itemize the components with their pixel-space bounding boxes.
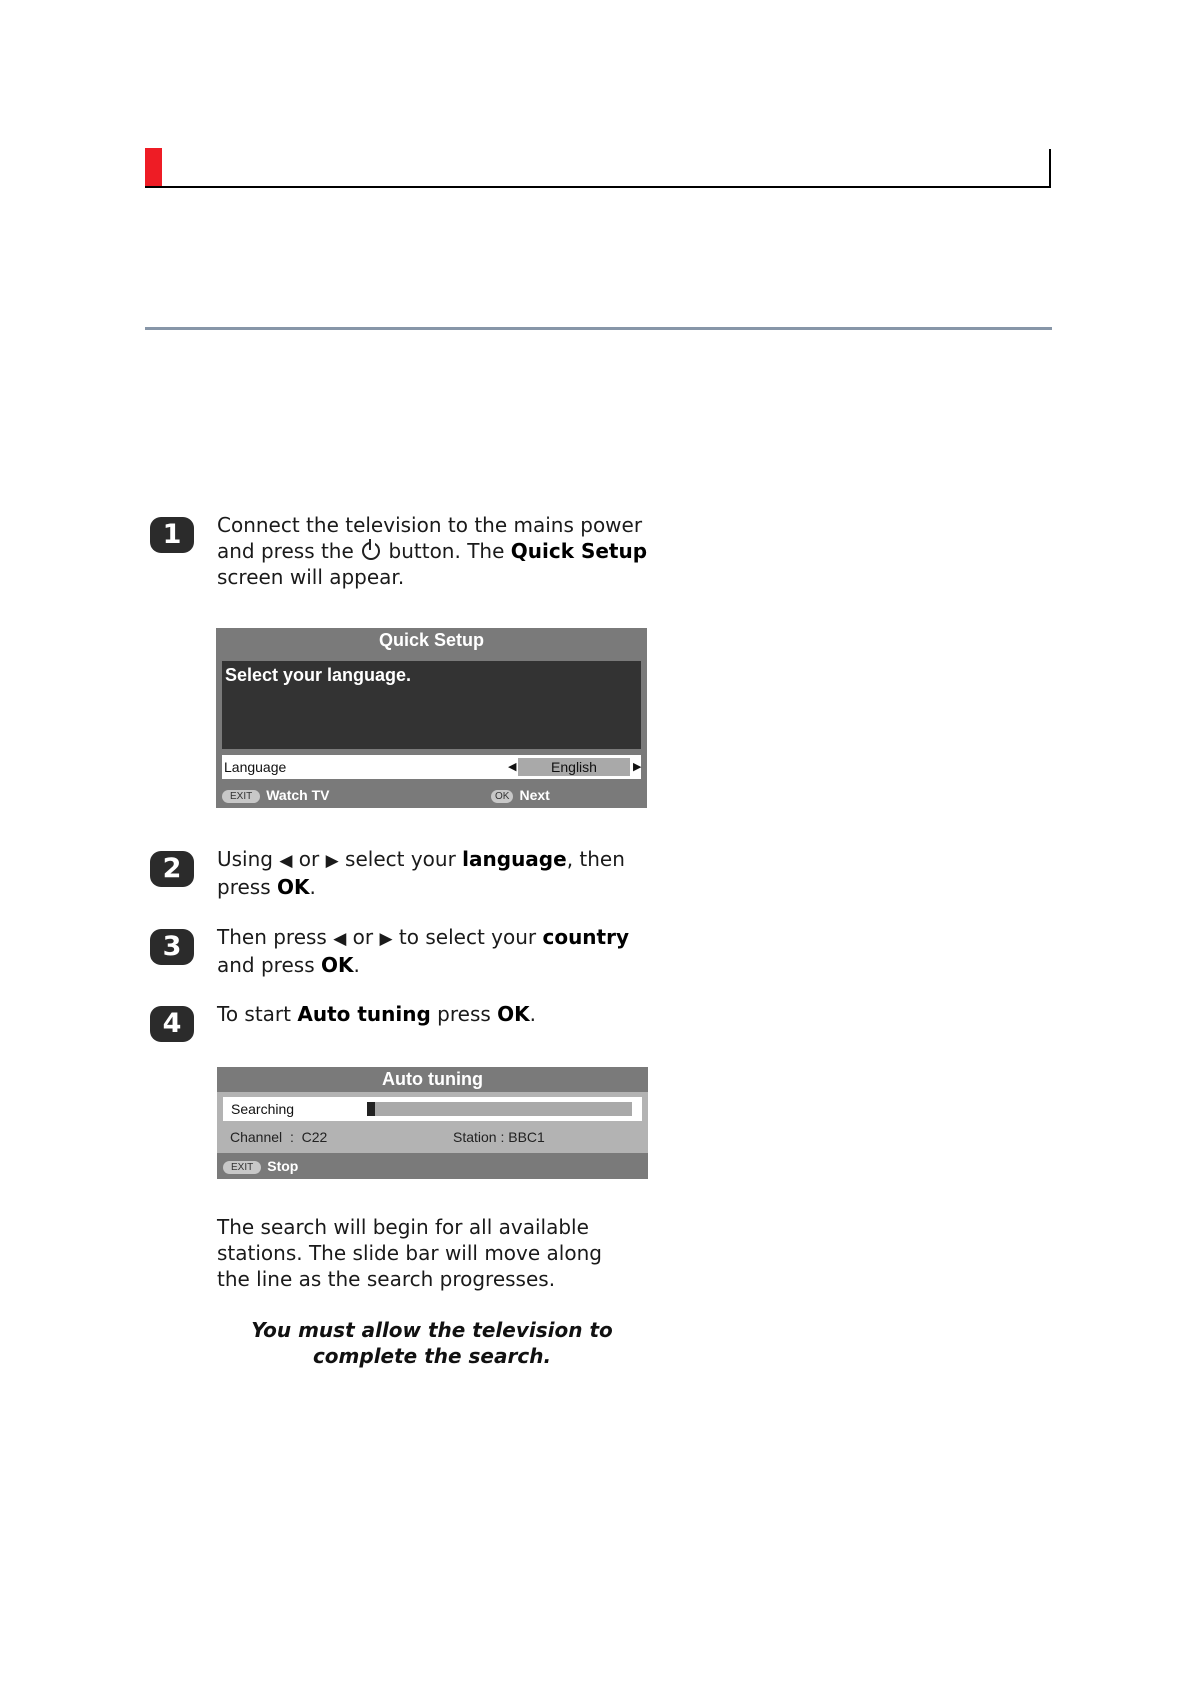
header-red-marker bbox=[145, 148, 162, 188]
header-underline bbox=[145, 186, 1051, 188]
quick-setup-title: Quick Setup bbox=[378, 630, 485, 650]
warning-note: You must allow the television to complete the search. bbox=[251, 1318, 613, 1368]
search-progress-bar bbox=[367, 1102, 632, 1116]
ok-key-icon: OK bbox=[491, 790, 513, 803]
step-3-badge: 3 bbox=[150, 929, 194, 965]
quick-setup-message: Select your language. bbox=[222, 661, 641, 749]
station-info: Station : BBC1 bbox=[453, 1129, 545, 1145]
ok-hint[interactable]: OK Next bbox=[491, 784, 550, 806]
right-arrow-icon[interactable]: ▶ bbox=[633, 760, 642, 773]
stop-hint[interactable]: EXIT Stop bbox=[223, 1155, 298, 1177]
step-2-badge: 2 bbox=[150, 851, 194, 887]
step-1-text: Connect the television to the mains power and press the button. The Quick Setup screen will appear. bbox=[217, 513, 648, 589]
right-arrow-icon: ▶ bbox=[379, 929, 393, 949]
language-value[interactable]: English bbox=[518, 758, 630, 776]
step-4-text: To start Auto tuning press OK. bbox=[217, 1002, 536, 1026]
search-progress-fill bbox=[367, 1102, 375, 1116]
step-4-badge: 4 bbox=[150, 1006, 194, 1042]
quick-setup-panel bbox=[216, 628, 647, 808]
step-3-text: Then press ◀ or ▶ to select your country and press OK. bbox=[217, 925, 630, 977]
step-1-badge: 1 bbox=[150, 517, 194, 553]
auto-tuning-panel bbox=[217, 1067, 648, 1179]
left-arrow-icon: ◀ bbox=[333, 929, 347, 949]
step-2-text: Using ◀ or ▶ select your language, then press OK. bbox=[217, 847, 625, 899]
language-label: Language bbox=[224, 759, 287, 775]
exit-key-icon: EXIT bbox=[222, 790, 260, 803]
left-arrow-icon[interactable]: ◀ bbox=[508, 760, 517, 773]
exit-key-icon: EXIT bbox=[223, 1161, 261, 1174]
right-arrow-icon: ▶ bbox=[325, 851, 339, 871]
auto-tuning-title: Auto tuning bbox=[382, 1069, 483, 1089]
channel-info: Channel : C22 bbox=[230, 1129, 328, 1145]
searching-row bbox=[223, 1097, 642, 1121]
language-row[interactable] bbox=[222, 755, 641, 779]
left-arrow-icon: ◀ bbox=[279, 851, 293, 871]
section-divider bbox=[145, 327, 1052, 330]
header-right-edge bbox=[1049, 149, 1051, 188]
power-icon bbox=[362, 542, 380, 560]
search-note: The search will begin for all available stations. The slide bar will move along the line as the search progresses. bbox=[217, 1215, 602, 1291]
searching-label: Searching bbox=[231, 1101, 295, 1117]
exit-hint[interactable]: EXIT Watch TV bbox=[222, 784, 330, 806]
